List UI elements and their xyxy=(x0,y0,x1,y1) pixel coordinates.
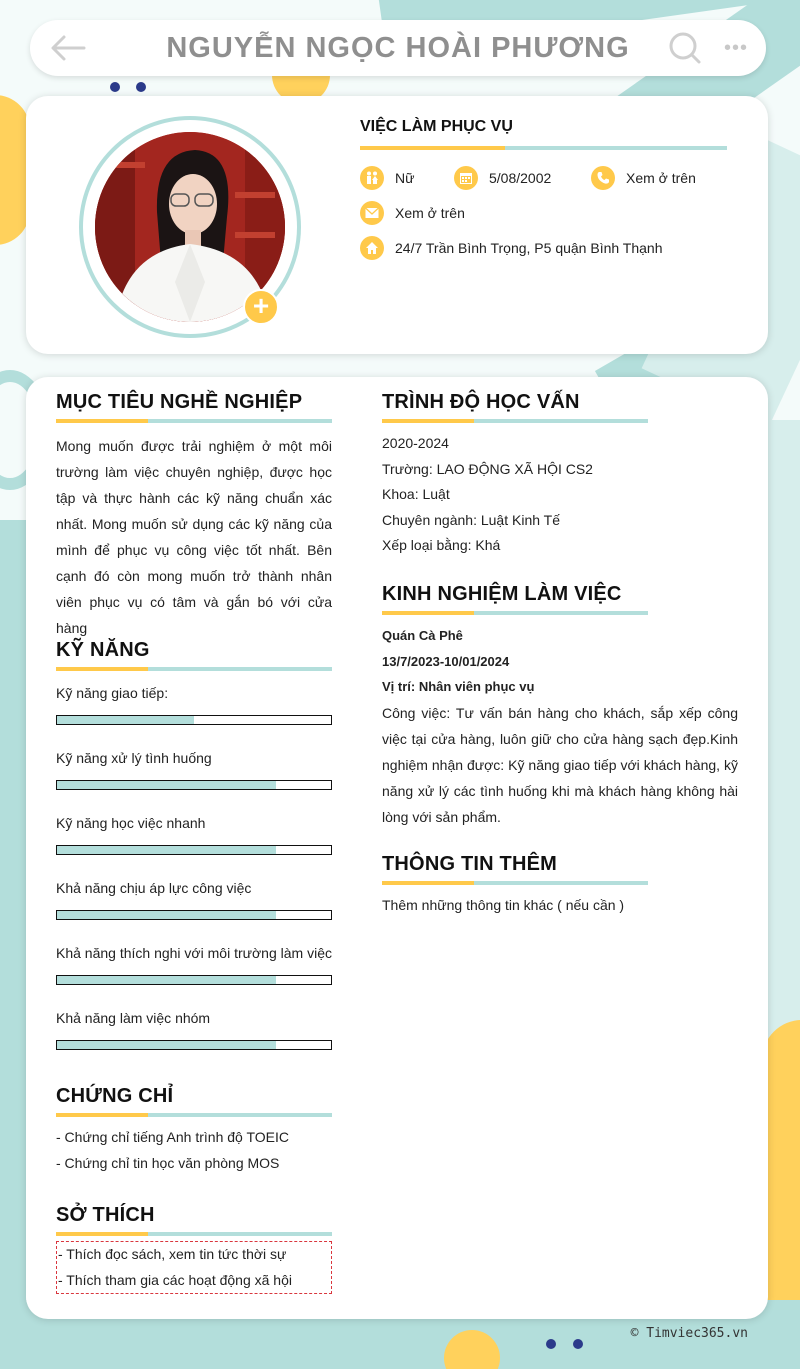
section-underline xyxy=(56,667,332,671)
certificate-item: - Chứng chỉ tin học văn phòng MOS xyxy=(56,1154,280,1171)
gender-item xyxy=(360,166,414,190)
skill-label: Kỹ năng xử lý tình huống xyxy=(56,750,212,766)
skill-bar-fill xyxy=(57,1041,276,1049)
hobbies-section xyxy=(56,1204,332,1294)
experience-period: 13/7/2023-10/01/2024 xyxy=(382,653,510,669)
section-underline xyxy=(382,881,648,885)
experience-section xyxy=(382,583,738,830)
extra-title: THÔNG TIN THÊM xyxy=(382,853,558,875)
skill-bar xyxy=(56,1040,332,1050)
email-item xyxy=(360,201,465,225)
education-school: Trường: LAO ĐỘNG XÃ HỘI CS2 xyxy=(382,460,593,477)
skill-bar xyxy=(56,780,332,790)
skill-bar-fill xyxy=(57,976,276,984)
hobbies-box[interactable] xyxy=(56,1241,332,1294)
hobby-item: - Thích đọc sách, xem tin tức thời sự xyxy=(58,1246,287,1262)
phone-item xyxy=(591,166,696,190)
gender-icon xyxy=(360,166,384,190)
email-value: Xem ở trên xyxy=(395,205,465,221)
phone-value: Xem ở trên xyxy=(626,170,696,186)
certificates-title: CHỨNG CHỈ xyxy=(56,1085,174,1107)
more-icon[interactable]: ••• xyxy=(724,37,749,59)
skill-label: Khả năng làm việc nhóm xyxy=(56,1010,211,1026)
skill-label: Kỹ năng học việc nhanh xyxy=(56,815,206,831)
certificate-item: - Chứng chỉ tiếng Anh trình độ TOEIC xyxy=(56,1129,289,1145)
skill-label: Khả năng chịu áp lực công việc xyxy=(56,880,252,896)
experience-company: Quán Cà Phê xyxy=(382,628,463,643)
skill-item xyxy=(56,815,332,831)
objective-title: MỤC TIÊU NGHỀ NGHIỆP xyxy=(56,391,303,413)
skill-item xyxy=(56,1010,332,1026)
back-arrow-icon[interactable] xyxy=(48,32,88,64)
top-bar xyxy=(30,20,766,76)
job-title-underline xyxy=(360,146,727,150)
objective-section xyxy=(56,391,332,641)
section-underline xyxy=(56,419,332,423)
skill-item xyxy=(56,945,332,961)
education-grade: Xếp loại bằng: Khá xyxy=(382,537,501,553)
calendar-icon xyxy=(454,166,478,190)
candidate-name: NGUYỄN NGỌC HOÀI PHƯƠNG xyxy=(166,31,630,64)
phone-icon xyxy=(591,166,615,190)
address-value: 24/7 Trần Bình Trọng, P5 quận Bình Thạnh xyxy=(395,240,663,256)
section-underline xyxy=(56,1232,332,1236)
education-title: TRÌNH ĐỘ HỌC VẤN xyxy=(382,391,580,413)
certificates-section xyxy=(56,1085,332,1176)
gender-value: Nữ xyxy=(395,170,415,186)
skill-bar xyxy=(56,845,332,855)
education-faculty: Khoa: Luật xyxy=(382,486,450,502)
search-icon[interactable] xyxy=(668,31,702,65)
extra-section xyxy=(382,853,738,919)
education-major: Chuyên ngành: Luật Kinh Tế xyxy=(382,511,560,528)
skills-section xyxy=(56,639,332,671)
education-section xyxy=(382,391,648,559)
birthdate-value: 5/08/2002 xyxy=(489,170,552,186)
skill-bar-fill xyxy=(57,911,276,919)
add-photo-button[interactable]: + xyxy=(243,289,279,325)
skill-bar xyxy=(56,715,332,725)
section-underline xyxy=(382,611,648,615)
skill-item xyxy=(56,750,332,766)
skill-item xyxy=(56,685,332,701)
skill-bar-fill xyxy=(57,846,276,854)
job-title: VIỆC LÀM PHỤC VỤ xyxy=(360,118,513,135)
skill-bar-fill xyxy=(57,781,276,789)
objective-text: Mong muốn được trải nghiệm ở một môi trường làm việc chuyên nghiệp, được học tập và thực hành các kỹ năng chuẩn xác nhất. Mong muốn sử dụng các kỹ năng của mình để phục vụ công việc tốt nhất. Bên cạnh đó còn mong muốn trở thành nhân viên phục vụ có tâm và gắn bó với cửa hàng xyxy=(56,438,332,636)
skill-bar-fill xyxy=(57,716,194,724)
experience-title: KINH NGHIỆM LÀM VIỆC xyxy=(382,583,622,605)
hobbies-title: SỞ THÍCH xyxy=(56,1204,155,1226)
experience-position: Vị trí: Nhân viên phục vụ xyxy=(382,679,535,694)
address-item xyxy=(360,236,663,260)
skill-item xyxy=(56,880,332,896)
home-icon xyxy=(360,236,384,260)
skill-label: Kỹ năng giao tiếp: xyxy=(56,685,169,701)
extra-text: Thêm những thông tin khác ( nếu cần ) xyxy=(382,897,625,913)
experience-description: Công việc: Tư vấn bán hàng cho khách, sắp xếp công việc tại cửa hàng, luôn giữ cho cửa hàng sạch đẹp.Kinh nghiệm nhận được: Kỹ năng giao tiếp với khách hàng, kỹ năng xử lý các tình huống khi mà khách hàng không hài lòng với sản phẩm. xyxy=(382,704,738,825)
copyright: © Timviec365.vn xyxy=(630,1326,748,1341)
skill-bar xyxy=(56,975,332,985)
resume-body-card xyxy=(26,377,768,1319)
section-underline xyxy=(56,1113,332,1117)
birthdate-item xyxy=(454,166,551,190)
mail-icon xyxy=(360,201,384,225)
skills-title: KỸ NĂNG xyxy=(56,639,150,661)
skill-bar xyxy=(56,910,332,920)
section-underline xyxy=(382,419,648,423)
hobby-item: - Thích tham gia các hoạt động xã hội xyxy=(58,1271,292,1288)
education-year: 2020-2024 xyxy=(382,435,449,451)
profile-card xyxy=(26,96,768,354)
skill-label: Khả năng thích nghi với môi trường làm việc xyxy=(56,945,332,961)
